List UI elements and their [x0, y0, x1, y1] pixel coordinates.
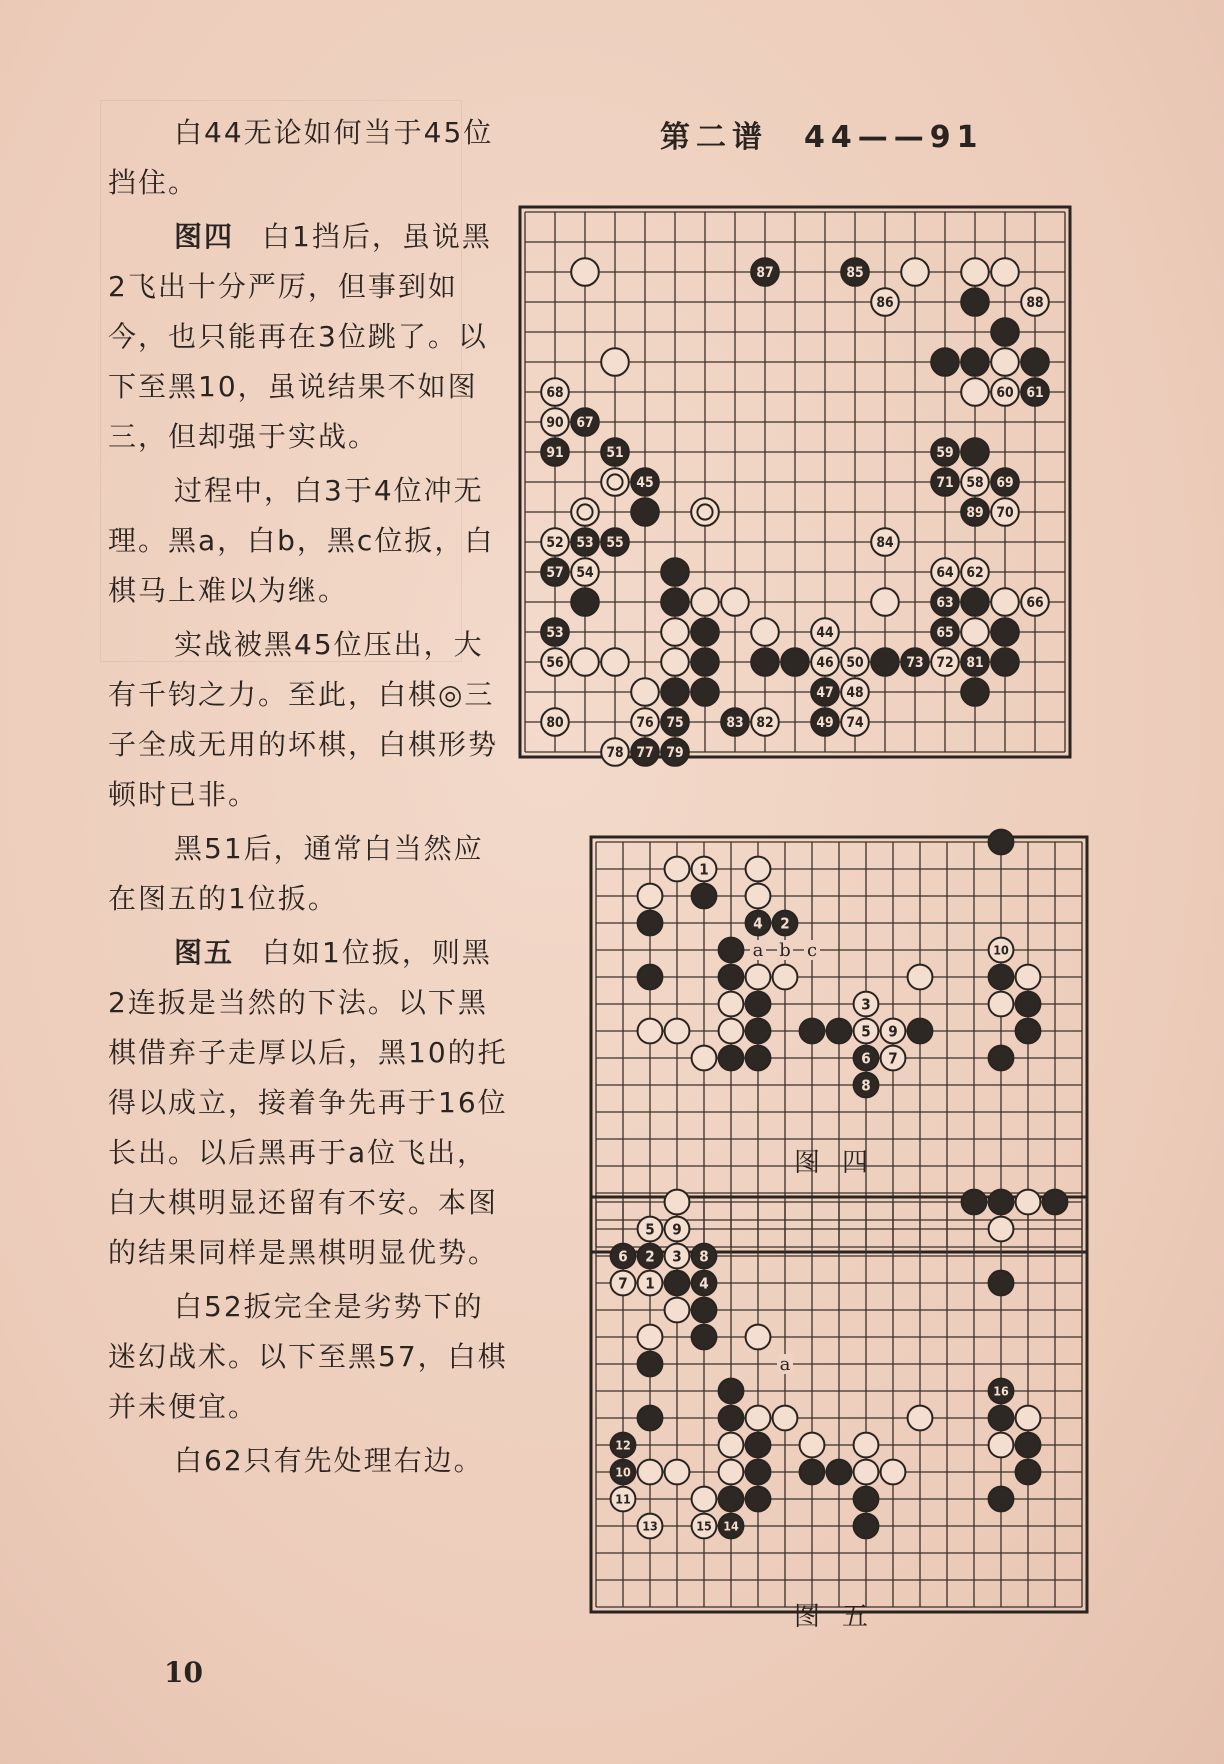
black-stone — [931, 588, 959, 616]
black-stone — [746, 1019, 771, 1044]
black-stone — [719, 1406, 744, 1431]
move-number: 52 — [546, 534, 564, 551]
move-number: 85 — [846, 264, 864, 281]
black-stone — [961, 438, 989, 466]
white-stone — [721, 588, 749, 616]
white-stone — [638, 1271, 663, 1296]
white-stone — [854, 992, 879, 1017]
black-stone — [751, 258, 779, 286]
move-number: 66 — [1026, 594, 1044, 611]
white-stone — [989, 938, 1014, 963]
paragraph — [108, 1436, 508, 1486]
move-number: 84 — [876, 534, 894, 551]
move-number: 81 — [966, 654, 984, 671]
white-stone — [692, 857, 717, 882]
black-stone — [541, 438, 569, 466]
paragraph — [108, 1282, 508, 1432]
move-number: 62 — [966, 564, 984, 581]
black-stone — [871, 648, 899, 676]
black-stone — [746, 1460, 771, 1485]
black-stone — [827, 1460, 852, 1485]
black-stone — [854, 1514, 879, 1539]
black-stone — [991, 468, 1019, 496]
white-stone — [638, 884, 663, 909]
paragraph-text: 实战被黑45位压出，大有千钧之力。至此，白棋◎三子全成无用的坏棋，白棋形势顿时已非。 — [108, 628, 499, 811]
white-stone — [638, 1019, 663, 1044]
move-number: 74 — [846, 714, 864, 731]
black-stone — [661, 558, 689, 586]
white-stone — [665, 1460, 690, 1485]
black-stone — [571, 528, 599, 556]
black-stone — [631, 468, 659, 496]
black-stone — [692, 1271, 717, 1296]
move-number: 2 — [645, 1247, 655, 1266]
black-stone — [773, 911, 798, 936]
black-stone — [692, 1244, 717, 1269]
move-number: 63 — [936, 594, 954, 611]
black-stone — [638, 911, 663, 936]
black-stone — [661, 708, 689, 736]
black-stone — [611, 1244, 636, 1269]
white-stone — [746, 857, 771, 882]
move-number: 61 — [1026, 384, 1044, 401]
white-stone — [931, 648, 959, 676]
white-stone — [800, 1433, 825, 1458]
move-number: 64 — [936, 564, 954, 581]
white-stone — [661, 648, 689, 676]
white-stone — [692, 1487, 717, 1512]
black-stone — [800, 1019, 825, 1044]
white-stone — [746, 884, 771, 909]
move-number: 80 — [546, 714, 564, 731]
move-number: 13 — [642, 1518, 658, 1534]
black-stone — [746, 992, 771, 1017]
white-stone — [961, 468, 989, 496]
move-number: 70 — [996, 504, 1014, 521]
paragraph — [108, 928, 508, 1278]
white-stone — [541, 528, 569, 556]
white-stone — [1021, 288, 1049, 316]
move-number: 7 — [888, 1049, 898, 1068]
black-stone — [541, 618, 569, 646]
figure-label: 图五 — [174, 936, 235, 969]
white-stone — [692, 1046, 717, 1071]
black-stone — [854, 1487, 879, 1512]
move-number: 14 — [723, 1518, 739, 1534]
figure-4-diagram — [576, 826, 1100, 1132]
point-label-letter: b — [779, 940, 791, 961]
move-number: 69 — [996, 474, 1014, 491]
black-stone — [746, 1046, 771, 1071]
move-number: 56 — [546, 654, 564, 671]
move-number: 8 — [699, 1247, 709, 1266]
white-stone — [746, 965, 771, 990]
white-stone — [991, 378, 1019, 406]
black-stone — [601, 438, 629, 466]
black-stone — [691, 678, 719, 706]
white-stone — [811, 618, 839, 646]
white-stone — [601, 648, 629, 676]
white-stone — [991, 588, 1019, 616]
black-stone — [931, 618, 959, 646]
white-stone — [691, 498, 719, 526]
white-stone — [541, 378, 569, 406]
white-stone — [571, 648, 599, 676]
paragraph-text: 白52扳完全是劣势下的迷幻战术。以下至黑57，白棋并未便宜。 — [108, 1290, 508, 1423]
move-number: 44 — [816, 624, 834, 641]
white-stone — [665, 1019, 690, 1044]
black-stone — [631, 498, 659, 526]
black-stone — [631, 738, 659, 766]
white-stone — [638, 1217, 663, 1242]
white-stone — [665, 1244, 690, 1269]
white-stone — [541, 708, 569, 736]
white-stone — [571, 558, 599, 586]
black-stone — [989, 830, 1014, 855]
white-stone — [961, 618, 989, 646]
paragraph-text: 白1挡后，虽说黑2飞出十分严厉，但事到如今，也只能再在3位跳了。以下至黑10，虽说结果不如图三，但却强于实战。 — [108, 220, 492, 453]
black-stone — [601, 528, 629, 556]
black-stone — [719, 1379, 744, 1404]
black-stone — [638, 1406, 663, 1431]
black-stone — [665, 1271, 690, 1296]
black-stone — [991, 318, 1019, 346]
move-number: 5 — [861, 1022, 871, 1041]
move-number: 15 — [696, 1518, 712, 1534]
move-number: 89 — [966, 504, 984, 521]
black-stone — [571, 588, 599, 616]
paragraph — [108, 824, 508, 924]
move-number: 46 — [816, 654, 834, 671]
move-number: 9 — [888, 1022, 898, 1041]
black-stone — [811, 708, 839, 736]
white-stone — [773, 965, 798, 990]
white-stone — [631, 678, 659, 706]
move-number: 75 — [666, 714, 684, 731]
white-stone — [991, 498, 1019, 526]
move-number: 49 — [816, 714, 834, 731]
black-stone — [811, 678, 839, 706]
white-stone — [638, 1325, 663, 1350]
black-stone — [1021, 378, 1049, 406]
move-number: 72 — [936, 654, 954, 671]
black-stone — [854, 1073, 879, 1098]
move-number: 48 — [846, 684, 864, 701]
move-number: 3 — [672, 1247, 682, 1266]
white-stone — [611, 1271, 636, 1296]
white-stone — [611, 1487, 636, 1512]
black-stone — [661, 588, 689, 616]
black-stone — [961, 648, 989, 676]
white-stone — [751, 618, 779, 646]
black-stone — [719, 1487, 744, 1512]
black-stone — [908, 1019, 933, 1044]
black-stone — [989, 1487, 1014, 1512]
paragraph — [108, 466, 508, 616]
black-stone — [1016, 1433, 1041, 1458]
move-number: 60 — [996, 384, 1014, 401]
move-number: 57 — [546, 564, 564, 581]
black-stone — [661, 678, 689, 706]
move-number: 73 — [906, 654, 924, 671]
move-number: 45 — [636, 474, 654, 491]
black-stone — [961, 678, 989, 706]
figure-5-diagram — [576, 1190, 1100, 1580]
move-number: 7 — [618, 1274, 628, 1293]
black-stone — [1021, 348, 1049, 376]
move-number: 65 — [936, 624, 954, 641]
black-stone — [961, 288, 989, 316]
white-stone — [871, 528, 899, 556]
move-number: 5 — [645, 1220, 655, 1239]
white-stone — [631, 708, 659, 736]
paragraph — [108, 212, 508, 462]
black-stone — [691, 648, 719, 676]
move-number: 59 — [936, 444, 954, 461]
black-stone — [961, 498, 989, 526]
move-number: 87 — [756, 264, 774, 281]
black-stone — [721, 708, 749, 736]
white-stone — [638, 1460, 663, 1485]
white-stone — [571, 498, 599, 526]
white-stone — [571, 258, 599, 286]
black-stone — [931, 468, 959, 496]
black-stone — [961, 588, 989, 616]
white-stone — [601, 468, 629, 496]
move-number: 83 — [726, 714, 744, 731]
move-number: 9 — [672, 1220, 682, 1239]
white-stone — [841, 678, 869, 706]
white-stone — [989, 1433, 1014, 1458]
paragraph — [108, 108, 508, 208]
white-stone — [908, 965, 933, 990]
move-number: 54 — [576, 564, 594, 581]
white-stone — [961, 558, 989, 586]
black-stone — [691, 618, 719, 646]
white-stone — [901, 258, 929, 286]
white-stone — [746, 1406, 771, 1431]
move-number: 88 — [1026, 294, 1044, 311]
black-stone — [719, 965, 744, 990]
white-stone — [601, 738, 629, 766]
black-stone — [989, 1271, 1014, 1296]
move-number: 1 — [699, 860, 709, 879]
white-stone — [841, 648, 869, 676]
white-stone — [541, 648, 569, 676]
white-stone — [541, 408, 569, 436]
move-number: 53 — [546, 624, 564, 641]
move-number: 16 — [993, 1383, 1009, 1399]
white-stone — [665, 1190, 690, 1215]
move-number: 1 — [645, 1274, 655, 1293]
point-label-letter: a — [752, 940, 764, 961]
white-stone — [961, 258, 989, 286]
white-stone — [661, 618, 689, 646]
move-number: 76 — [636, 714, 654, 731]
white-stone — [871, 288, 899, 316]
move-number: 6 — [861, 1049, 871, 1068]
black-stone — [638, 1352, 663, 1377]
black-stone — [719, 1046, 744, 1071]
white-stone — [719, 1019, 744, 1044]
white-stone — [841, 708, 869, 736]
move-number: 6 — [618, 1247, 628, 1266]
black-stone — [541, 558, 569, 586]
black-stone — [931, 348, 959, 376]
white-stone — [746, 1325, 771, 1350]
white-stone — [991, 258, 1019, 286]
white-stone — [908, 1406, 933, 1431]
move-number: 77 — [636, 744, 654, 761]
white-stone — [989, 992, 1014, 1017]
black-stone — [751, 648, 779, 676]
move-number: 11 — [615, 1491, 631, 1507]
black-stone — [1016, 1019, 1041, 1044]
black-stone — [989, 1046, 1014, 1071]
black-stone — [827, 1019, 852, 1044]
black-stone — [719, 938, 744, 963]
move-number: 53 — [576, 534, 594, 551]
commentary-text — [108, 108, 508, 1490]
point-label-letter: c — [806, 940, 818, 961]
move-number: 4 — [753, 914, 763, 933]
black-stone — [611, 1460, 636, 1485]
move-number: 71 — [936, 474, 954, 491]
black-stone — [841, 258, 869, 286]
black-stone — [611, 1433, 636, 1458]
paragraph-text: 过程中，白3于4位冲无理。黑a，白b，黑c位扳，白棋马上难以为继。 — [108, 474, 495, 607]
black-stone — [746, 1487, 771, 1512]
black-stone — [989, 1379, 1014, 1404]
move-number: 90 — [546, 414, 564, 431]
white-stone — [881, 1460, 906, 1485]
black-stone — [692, 1298, 717, 1323]
figure-label: 图四 — [174, 220, 235, 253]
white-stone — [854, 1460, 879, 1485]
white-stone — [811, 648, 839, 676]
black-stone — [638, 965, 663, 990]
white-stone — [881, 1019, 906, 1044]
black-stone — [1016, 1460, 1041, 1485]
white-stone — [881, 1046, 906, 1071]
white-stone — [871, 588, 899, 616]
white-stone — [854, 1019, 879, 1044]
white-stone — [665, 1298, 690, 1323]
move-number: 55 — [606, 534, 624, 551]
black-stone — [719, 1514, 744, 1539]
black-stone — [962, 1190, 987, 1215]
move-number: 79 — [666, 744, 684, 761]
black-stone — [571, 408, 599, 436]
black-stone — [692, 884, 717, 909]
black-stone — [638, 1244, 663, 1269]
white-stone — [1021, 588, 1049, 616]
black-stone — [931, 438, 959, 466]
point-label-letter: a — [779, 1354, 791, 1375]
black-stone — [746, 1433, 771, 1458]
paragraph-text: 黑51后，通常白当然应在图五的1位扳。 — [108, 832, 484, 915]
white-stone — [719, 1433, 744, 1458]
move-number: 10 — [615, 1464, 631, 1480]
figure-4-caption: 图四 — [794, 1148, 891, 1178]
white-stone — [751, 708, 779, 736]
move-number: 10 — [993, 942, 1009, 958]
white-stone — [719, 992, 744, 1017]
page-number: 10 — [164, 1656, 203, 1689]
white-stone — [1016, 1190, 1041, 1215]
white-stone — [961, 378, 989, 406]
move-number: 4 — [699, 1274, 709, 1293]
black-stone — [661, 738, 689, 766]
move-number: 3 — [861, 995, 871, 1014]
board-grid — [596, 842, 1082, 1247]
white-stone — [638, 1514, 663, 1539]
move-number: 91 — [546, 444, 564, 461]
white-stone — [1016, 965, 1041, 990]
white-stone — [691, 588, 719, 616]
move-number: 82 — [756, 714, 774, 731]
white-stone — [601, 348, 629, 376]
white-stone — [989, 1217, 1014, 1242]
record-title: 第二谱 44——91 — [660, 120, 984, 155]
black-stone — [989, 1190, 1014, 1215]
black-stone — [692, 1325, 717, 1350]
move-number: 86 — [876, 294, 894, 311]
white-stone — [773, 1406, 798, 1431]
white-stone — [719, 1460, 744, 1485]
move-number: 50 — [846, 654, 864, 671]
move-number: 47 — [816, 684, 834, 701]
black-stone — [1043, 1190, 1068, 1215]
move-number: 2 — [780, 914, 790, 933]
black-stone — [1016, 992, 1041, 1017]
white-stone — [991, 348, 1019, 376]
black-stone — [746, 911, 771, 936]
black-stone — [961, 348, 989, 376]
move-number: 58 — [966, 474, 984, 491]
move-number: 8 — [861, 1076, 871, 1095]
black-stone — [989, 965, 1014, 990]
main-game-diagram — [488, 182, 1100, 832]
figure-5-caption: 图五 — [794, 1602, 891, 1632]
move-number: 67 — [576, 414, 594, 431]
paragraph-text: 白44无论如何当于45位挡住。 — [108, 116, 494, 199]
white-stone — [1016, 1406, 1041, 1431]
white-stone — [854, 1433, 879, 1458]
black-stone — [991, 618, 1019, 646]
move-number: 68 — [546, 384, 564, 401]
move-number: 78 — [606, 744, 624, 761]
black-stone — [781, 648, 809, 676]
black-stone — [901, 648, 929, 676]
move-number: 51 — [606, 444, 624, 461]
white-stone — [931, 558, 959, 586]
move-number: 12 — [615, 1437, 631, 1453]
black-stone — [800, 1460, 825, 1485]
white-stone — [692, 1514, 717, 1539]
black-stone — [854, 1046, 879, 1071]
paragraph — [108, 620, 508, 820]
paragraph-text: 白62只有先处理右边。 — [174, 1444, 484, 1477]
black-stone — [991, 648, 1019, 676]
white-stone — [665, 857, 690, 882]
white-stone — [665, 1217, 690, 1242]
paragraph-text: 白如1位扳，则黑2连扳是当然的下法。以下黑棋借弃子走厚以后，黑10的托得以成立，接着争先再于16位长出。以后黑再于a位飞出，白大棋明显还留有不安。本图的结果同样是黑棋明显优势。 — [108, 936, 508, 1269]
black-stone — [989, 1406, 1014, 1431]
